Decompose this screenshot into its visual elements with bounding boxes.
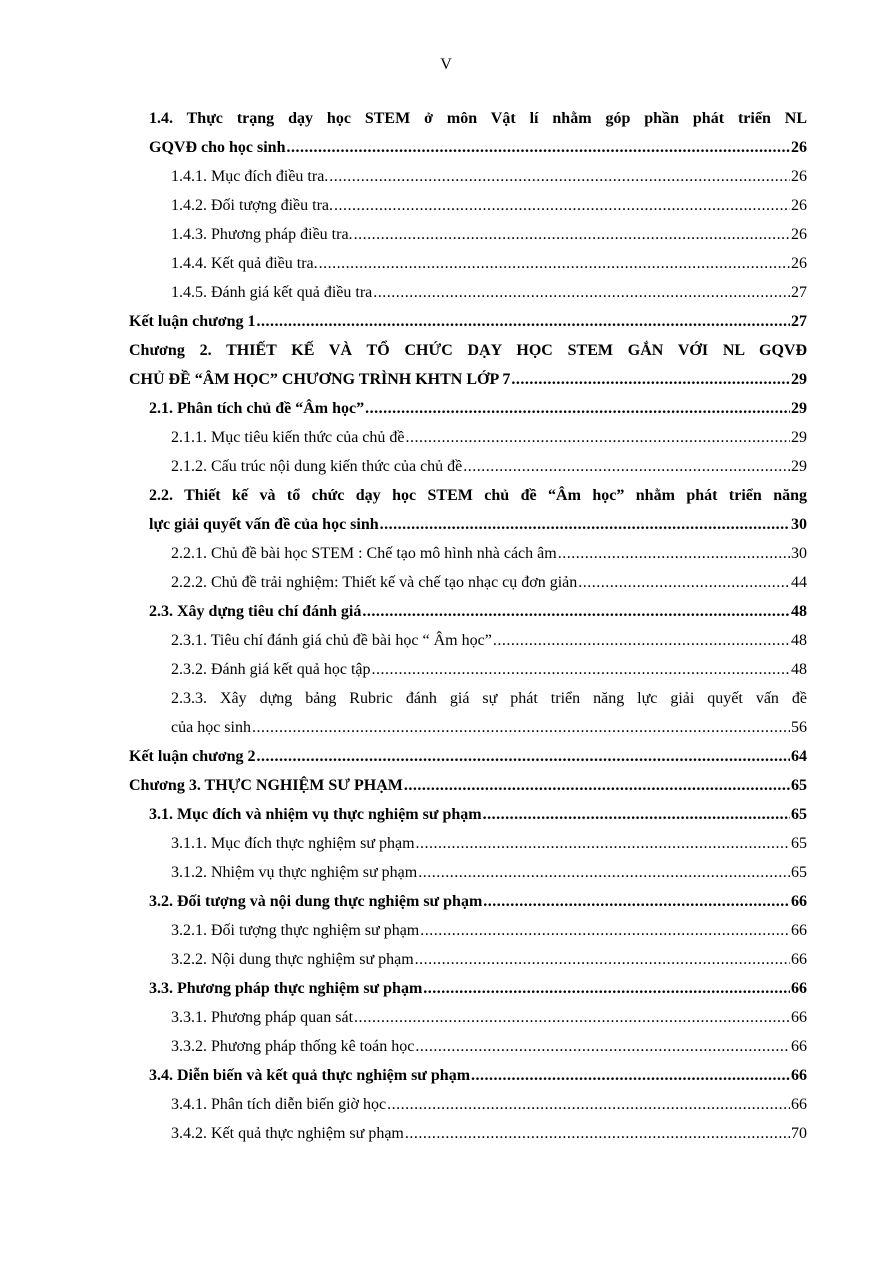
toc-page-number: 27: [791, 283, 807, 301]
toc-entry[interactable]: [129, 423, 807, 452]
toc-entry[interactable]: [129, 394, 807, 423]
dot-leader: [493, 632, 790, 650]
toc-entry-title-line: Chương 2. THIẾT KẾ VÀ TỔ CHỨC DẠY HỌC STEM GẮN VỚI NL GQVĐ: [129, 342, 807, 359]
dot-leader: [380, 516, 790, 534]
dot-leader: [405, 1125, 790, 1143]
toc-page-number: 70: [791, 1124, 807, 1142]
toc-entry-title: 3.3.2. Phương pháp thống kê toán học: [171, 1037, 415, 1055]
toc-page-number: 65: [791, 834, 807, 852]
toc-entry-title: 3.1. Mục đích và nhiệm vụ thực nghiệm sư phạm: [149, 805, 482, 823]
toc-entry[interactable]: [129, 191, 807, 220]
toc-entry-title: 3.3. Phương pháp thực nghiệm sư phạm: [149, 979, 423, 997]
toc-page-number: 26: [791, 196, 807, 214]
toc-page-number: 26: [791, 138, 807, 156]
dot-leader: [420, 922, 790, 940]
toc-page-number: 48: [791, 660, 807, 678]
toc-entry-title: CHỦ ĐỀ “ÂM HỌC” CHƯƠNG TRÌNH KHTN LỚP 7: [129, 370, 511, 388]
toc-entry[interactable]: [129, 104, 807, 162]
toc-entry-title: 3.2.2. Nội dung thực nghiệm sư phạm: [171, 950, 414, 968]
toc-page-number: 65: [791, 863, 807, 881]
toc-entry-title: 3.2.1. Đối tượng thực nghiệm sư phạm: [171, 921, 420, 939]
toc-entry-title-line: 1.4. Thực trạng dạy học STEM ở môn Vật lí nhằm góp phần phát triển NL: [149, 110, 807, 127]
toc-entry[interactable]: [129, 829, 807, 858]
toc-entry[interactable]: [129, 974, 807, 1003]
dot-leader: [418, 864, 790, 882]
toc-entry-title: 3.1.1. Mục đích thực nghiệm sư phạm: [171, 834, 415, 852]
toc-entry-title: 2.2.1. Chủ đề bài học STEM : Chế tạo mô hình nhà cách âm: [171, 544, 557, 562]
toc-entry-title: 2.3. Xây dựng tiêu chí đánh giá: [149, 602, 362, 620]
toc-page-number: 65: [791, 776, 807, 794]
toc-entry-title: 1.4.2. Đối tượng điều tra.: [171, 196, 333, 214]
toc-entry-title: 1.4.5. Đánh giá kết quả điều tra: [171, 283, 373, 301]
dot-leader: [404, 777, 790, 795]
dot-leader: [558, 545, 790, 563]
toc-page-number: 56: [791, 718, 807, 736]
toc-page-number: 29: [791, 399, 807, 417]
toc-entry[interactable]: [129, 452, 807, 481]
toc-entry-title: 2.1.2. Cấu trúc nội dung kiến thức của chủ đề: [171, 457, 463, 475]
toc-page-number: 66: [791, 921, 807, 939]
toc-page-number: 29: [791, 428, 807, 446]
toc-entry[interactable]: [129, 1090, 807, 1119]
toc-entry-title-line: 2.3.3. Xây dựng bảng Rubric đánh giá sự phát triển năng lực giải quyết vấn đề: [171, 690, 807, 707]
toc-entry-title: 3.3.1. Phương pháp quan sát: [171, 1008, 354, 1026]
dot-leader: [329, 168, 790, 186]
toc-entry[interactable]: [129, 307, 807, 336]
dot-leader: [578, 574, 790, 592]
dot-leader: [387, 1096, 790, 1114]
toc-entry-title: 1.4.4. Kết quả điều tra.: [171, 254, 318, 272]
toc-entry[interactable]: [129, 249, 807, 278]
toc-entry[interactable]: [129, 1119, 807, 1148]
dot-leader: [256, 748, 790, 766]
toc-page-number: 26: [791, 167, 807, 185]
dot-leader: [416, 835, 790, 853]
toc-page-number: 29: [791, 457, 807, 475]
toc-entry-title: 2.1. Phân tích chủ đề “Âm học”: [149, 399, 365, 417]
toc-entry-title: GQVĐ cho học sinh: [149, 138, 286, 156]
dot-leader: [372, 661, 791, 679]
toc-entry[interactable]: [129, 945, 807, 974]
toc-page-number: 48: [791, 602, 807, 620]
toc-page-number: 48: [791, 631, 807, 649]
toc-page-number: 64: [791, 747, 807, 765]
toc-page-number: 26: [791, 225, 807, 243]
toc-entry-title: 1.4.1. Mục đích điều tra.: [171, 167, 329, 185]
table-of-contents: [129, 104, 807, 1148]
dot-leader: [415, 951, 790, 969]
toc-page-number: 66: [791, 892, 807, 910]
toc-entry[interactable]: [129, 858, 807, 887]
dot-leader: [483, 893, 790, 911]
toc-entry[interactable]: [129, 742, 807, 771]
toc-page-number: 30: [791, 515, 807, 533]
toc-entry-title: 2.2.2. Chủ đề trải nghiệm: Thiết kế và chế tạo nhạc cụ đơn giản: [171, 573, 578, 591]
toc-entry-title-line: 2.2. Thiết kế và tổ chức dạy học STEM chủ đề “Âm học” nhằm phát triển năng: [149, 487, 807, 504]
toc-entry[interactable]: [129, 336, 807, 394]
toc-entry-title: 3.2. Đối tượng và nội dung thực nghiệm sư phạm: [149, 892, 483, 910]
toc-entry-title: 1.4.3. Phương pháp điều tra.: [171, 225, 353, 243]
dot-leader: [354, 1009, 790, 1027]
toc-page-number: 66: [791, 1066, 807, 1084]
toc-entry[interactable]: [129, 278, 807, 307]
toc-entry-title: Kết luận chương 2: [129, 747, 256, 765]
dot-leader: [362, 603, 790, 621]
toc-entry[interactable]: [129, 771, 807, 800]
toc-entry-title: 3.4. Diễn biến và kết quả thực nghiệm sư phạm: [149, 1066, 471, 1084]
toc-entry[interactable]: [129, 568, 807, 597]
dot-leader: [252, 719, 790, 737]
toc-entry-title: 3.4.1. Phân tích diễn biến giờ học: [171, 1095, 387, 1113]
dot-leader: [483, 806, 790, 824]
toc-entry[interactable]: [129, 655, 807, 684]
page-number: V: [440, 56, 452, 73]
toc-page-number: 26: [791, 254, 807, 272]
toc-entry-title: 2.3.2. Đánh giá kết quả học tập: [171, 660, 371, 678]
toc-entry[interactable]: [129, 162, 807, 191]
toc-entry[interactable]: [129, 1032, 807, 1061]
toc-page-number: 66: [791, 1095, 807, 1113]
dot-leader: [354, 226, 790, 244]
toc-entry-title: 2.1.1. Mục tiêu kiến thức của chủ đề: [171, 428, 405, 446]
toc-page-number: 66: [791, 1008, 807, 1026]
toc-page-number: 44: [791, 573, 807, 591]
toc-entry[interactable]: [129, 887, 807, 916]
dot-leader: [463, 458, 790, 476]
toc-entry[interactable]: [129, 220, 807, 249]
toc-page-number: 65: [791, 805, 807, 823]
toc-entry[interactable]: [129, 626, 807, 655]
toc-entry-title: 3.1.2. Nhiệm vụ thực nghiệm sư phạm: [171, 863, 418, 881]
toc-entry[interactable]: [129, 481, 807, 539]
dot-leader: [319, 255, 790, 273]
dot-leader: [334, 197, 790, 215]
toc-page-number: 66: [791, 950, 807, 968]
toc-page-number: 66: [791, 979, 807, 997]
toc-entry-title: Chương 3. THỰC NGHIỆM SƯ PHẠM: [129, 776, 403, 794]
dot-leader: [365, 400, 790, 418]
dot-leader: [373, 284, 790, 302]
toc-page-number: 66: [791, 1037, 807, 1055]
dot-leader: [406, 429, 791, 447]
dot-leader: [415, 1038, 790, 1056]
toc-entry-title: lực giải quyết vấn đề của học sinh: [149, 515, 379, 533]
dot-leader: [511, 371, 790, 389]
toc-entry[interactable]: [129, 539, 807, 568]
dot-leader: [286, 139, 790, 157]
toc-entry-title: 3.4.2. Kết quả thực nghiệm sư phạm: [171, 1124, 404, 1142]
toc-entry[interactable]: [129, 916, 807, 945]
toc-entry[interactable]: [129, 684, 807, 742]
toc-entry[interactable]: [129, 597, 807, 626]
dot-leader: [423, 980, 790, 998]
toc-entry-title: 2.3.1. Tiêu chí đánh giá chủ đề bài học “ Âm học”: [171, 631, 492, 649]
dot-leader: [256, 313, 790, 331]
toc-entry-title: của học sinh: [171, 718, 251, 736]
toc-page-number: 30: [791, 544, 807, 562]
toc-entry-title: Kết luận chương 1: [129, 312, 256, 330]
dot-leader: [471, 1067, 790, 1085]
toc-page-number: 29: [791, 370, 807, 388]
toc-entry[interactable]: [129, 1061, 807, 1090]
toc-entry[interactable]: [129, 800, 807, 829]
toc-entry[interactable]: [129, 1003, 807, 1032]
toc-page-number: 27: [791, 312, 807, 330]
